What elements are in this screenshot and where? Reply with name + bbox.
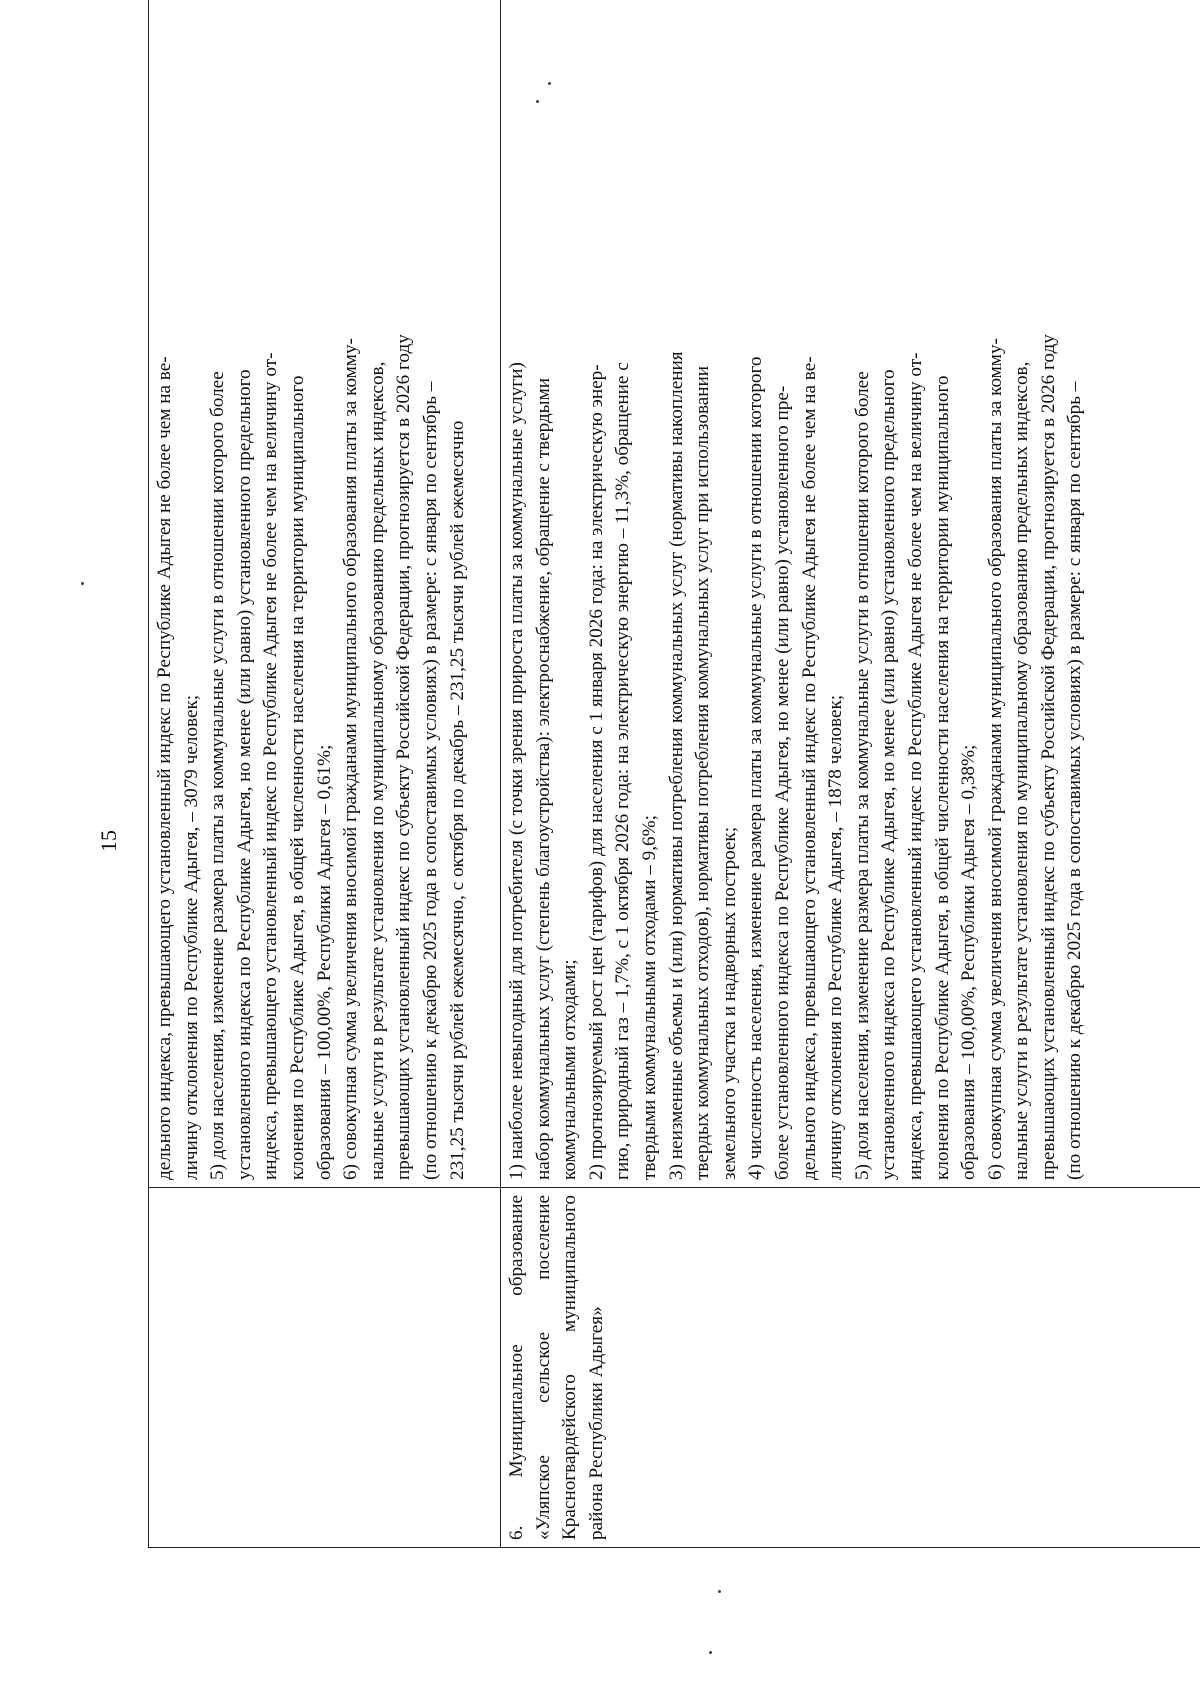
indicators-cell — [149, 0, 501, 1188]
scan-speck — [548, 82, 551, 85]
text-line: превышающих установленный индекс по субъекту Российской Федерации, прогнозируется в 2026 году — [393, 334, 415, 1180]
text-line: гию, природный газ – 1,7%, с 1 октября 2026 года: на электрическую энергию – 11,3%, обращение с — [612, 362, 634, 1180]
text-line: 1) наиболее невыгодный для потребителя (с точки зрения прироста платы за коммунальные услуги) — [506, 362, 527, 1180]
scan-speck — [81, 582, 84, 585]
text-line: индекса, превышающего установленный индекс по Республике Адыгея не более чем на величину от- — [904, 352, 926, 1180]
text-line: дельного индекса, превышающего установленный индекс по Республике Адыгея не более чем на ве- — [154, 356, 175, 1180]
scan-speck — [718, 1590, 721, 1593]
text-line: 5) доля населения, изменение размера платы за коммунальные услуги в отношении которого более — [207, 371, 229, 1180]
indicators-cell — [501, 0, 1200, 1188]
rotated-page-content — [148, 0, 1200, 1548]
text-line: твердыми коммунальными отходами – 9,6%; — [638, 815, 660, 1180]
text-line: коммунальными отходами; — [559, 959, 581, 1180]
tariff-table — [148, 0, 1200, 1548]
indicators-text — [504, 0, 1089, 1180]
text-line: индекса, превышающего установленный индекс по Республике Адыгея не более чем на величину от- — [260, 352, 282, 1180]
text-line: земельного участка и надворных построек; — [718, 826, 740, 1180]
text-line: установленного индекса по Республике Адыгея, но менее (или равно) установленного предельного — [233, 369, 255, 1180]
table-row-municipality-6 — [501, 0, 1200, 1548]
municipality-name-cell — [149, 1188, 501, 1548]
text-line: нальные услуги в результате установления по муниципальному образованию предельных индексов, — [1011, 361, 1033, 1180]
table-row-continued — [149, 0, 501, 1548]
text-line: дельного индекса, превышающего установленный индекс по Республике Адыгея не более чем на ве- — [798, 356, 820, 1180]
text-line: образования – 100,00%, Республики Адыгея – 0,38%; — [958, 744, 980, 1180]
text-line: клонения по Республике Адыгея, в общей численности населения на территории муниципального — [286, 375, 308, 1180]
text-line: набор коммунальных услуг (степень благоустройства): электроснабжение, обращение с твердыми — [532, 378, 554, 1180]
text-line: (по отношению к декабрю 2025 года в сопоставимых условиях) в размере: с января по сентябрь – — [419, 381, 441, 1180]
text-line: установленного индекса по Республике Адыгея, но менее (или равно) установленного предельного — [878, 369, 900, 1180]
text-line: 231,25 тысячи рублей ежемесячно, с октября по декабрь – 231,25 тысячи рублей ежемесячно — [446, 420, 468, 1180]
municipality-name-cell: 6. Муниципальное образование «Уляпское сельское поселение Красногвардейского муниципального района Республики Адыгея» — [501, 1188, 1200, 1548]
indicators-text — [152, 0, 471, 1180]
text-line: личину отклонения по Республике Адыгея, – 1878 человек; — [825, 694, 847, 1180]
text-line: твердых коммунальных отходов), нормативы потребления коммунальных услуг при использовании — [692, 365, 714, 1180]
text-line: образования – 100,00%, Республики Адыгея – 0,61%; — [313, 744, 335, 1180]
text-line: 5) доля населения, изменение размера платы за коммунальные услуги в отношении которого более — [851, 371, 873, 1180]
text-line: 2) прогнозируемый рост цен (тарифов) для населения с 1 января 2026 года: на электрическую энер- — [585, 364, 607, 1180]
text-line: личину отклонения по Республике Адыгея, – 3079 человек; — [180, 694, 202, 1180]
scan-speck — [536, 100, 539, 103]
page-number: 15 — [96, 830, 121, 852]
text-line: 3) неизменные объемы и (или) нормативы потребления коммунальных услуг (нормативы накопления — [665, 351, 687, 1180]
text-line: 6) совокупная сумма увеличения вносимой гражданами муниципального образования платы за комму- — [984, 338, 1006, 1180]
text-line: нальные услуги в результате установления по муниципальному образованию предельных индексов, — [366, 361, 388, 1180]
scan-speck — [709, 1651, 712, 1654]
text-line: (по отношению к декабрю 2025 года в сопоставимых условиях) в размере: с января по сентябрь – — [1064, 381, 1086, 1180]
text-line: 4) численность населения, изменение размера платы за коммунальные услуги в отношении которого — [745, 356, 767, 1180]
text-line: 6) совокупная сумма увеличения вносимой гражданами муниципального образования платы за комму- — [340, 338, 362, 1180]
text-line: более установленного индекса по Республике Адыгея, но менее (или равно) установленного пре- — [771, 385, 793, 1180]
text-line: превышающих установленный индекс по субъекту Российской Федерации, прогнозируется в 2026 году — [1037, 334, 1059, 1180]
text-line: клонения по Республике Адыгея, в общей численности населения на территории муниципального — [931, 375, 953, 1180]
